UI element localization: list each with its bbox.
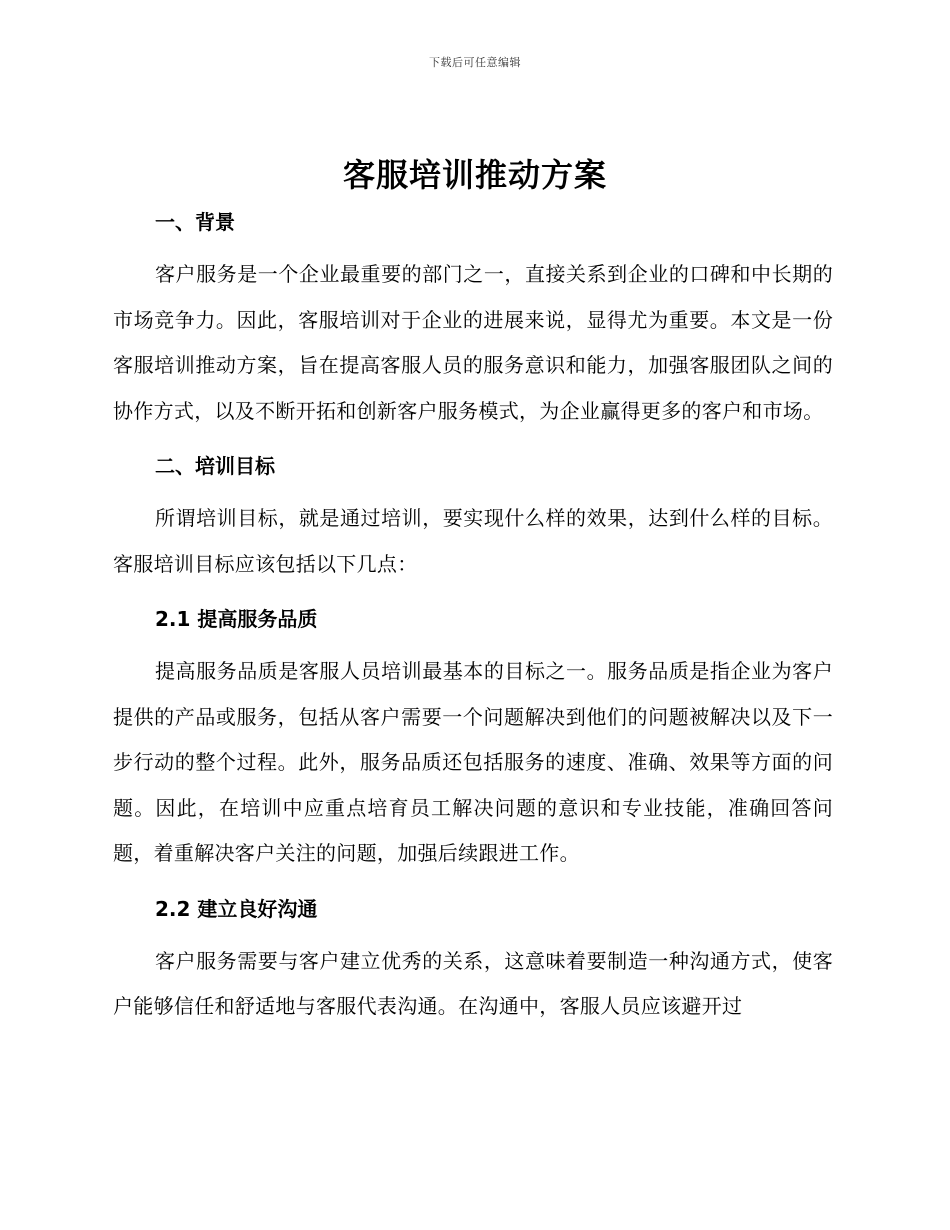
page-header: 下载后可任意编辑 (429, 56, 521, 69)
document-body (113, 202, 833, 1030)
section-heading-background: 一、背景 (155, 210, 235, 234)
document-title: 客服培训推动方案 (342, 156, 607, 194)
section-paragraph-quality: 提高服务品质是客服人员培训最基本的目标之一。服务品质是指企业为客户提供的产品或服务，包括从客户需要一个问题解决到他们的问题被解决以及下一步行动的整个过程。此外，服务品质还包括服务的速度、准确、效果等方面的问题。因此，在培训中应重点培育员工解决问题的意识和专业技能，准确回答问题，着重解决客户关注的问题，加强后续跟进工作。 (113, 659, 833, 865)
section-heading-quality: 2.1 提高服务品质 (155, 607, 318, 631)
section-heading-goals: 二、培训目标 (155, 454, 275, 478)
section-paragraph-communication: 客户服务需要与客户建立优秀的关系，这意味着要制造一种沟通方式，使客户能够信任和舒适地与客服代表沟通。在沟通中，客服人员应该避开过 (113, 948, 833, 1018)
section-heading-communication: 2.2 建立良好沟通 (155, 896, 318, 921)
section-paragraph-background: 客户服务是一个企业最重要的部门之一，直接关系到企业的口碑和中长期的市场竞争力。因此，客服培训对于企业的进展来说，显得尤为重要。本文是一份客服培训推动方案，旨在提高客服人员的服务意识和能力，加强客服团队之间的协作方式，以及不断开拓和创新客户服务模式，为企业赢得更多的客户和市场。 (113, 262, 833, 423)
section-paragraph-goals: 所谓培训目标，就是通过培训，要实现什么样的效果，达到什么样的目标。客服培训目标应该包括以下几点： (113, 506, 833, 576)
